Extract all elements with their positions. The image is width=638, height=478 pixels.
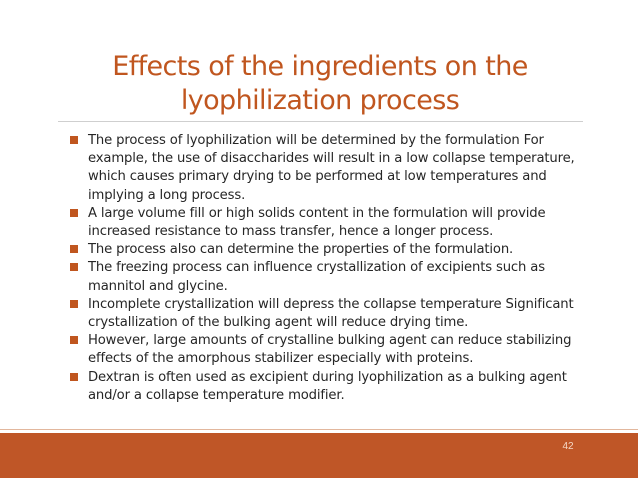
bullet-text: The freezing process can influence crystallization of excipients such as mannitol and glycine.	[88, 260, 545, 294]
page-number: 42	[562, 441, 574, 452]
bullet-text: A large volume fill or high solids content in the formulation will provide increased resistance to mass transfer, hence a longer process.	[88, 205, 546, 240]
bullet-text: The process of lyophilization will be determined by the formulation For example, the use of disaccharides will result in a low collapse temperature, which causes primary drying to be performed at low temperatures and implying a long process.	[88, 133, 575, 203]
bullet-text: Incomplete crystallization will depress the collapse temperature Significant crystallization of the bulking agent will reduce drying time.	[88, 296, 574, 331]
slide-title: Effects of the ingredients on the lyophilization process	[112, 51, 528, 116]
square-bullet-icon	[70, 263, 78, 271]
bullet-item	[70, 205, 600, 241]
bullet-item	[70, 259, 600, 295]
square-bullet-icon	[70, 300, 78, 308]
footer-rule	[0, 429, 638, 430]
bullet-text: Dextran is often used as excipient during lyophilization as a bulking agent and/or a collapse temperature modifier.	[88, 369, 567, 403]
square-bullet-icon	[70, 209, 78, 217]
bullet-item	[70, 132, 600, 205]
bullet-text: However, large amounts of crystalline bulking agent can reduce stabilizing effects of the amorphous stabilizer especially with proteins.	[88, 333, 572, 367]
square-bullet-icon	[70, 245, 78, 253]
bullet-list	[70, 132, 600, 405]
square-bullet-icon	[70, 373, 78, 381]
bullet-item	[70, 296, 600, 332]
title-divider	[58, 121, 583, 122]
bullet-text: The process also can determine the properties of the formulation.	[88, 242, 514, 258]
square-bullet-icon	[70, 336, 78, 344]
square-bullet-icon	[70, 136, 78, 144]
bullet-item	[70, 369, 600, 405]
bullet-item	[70, 241, 600, 259]
footer-bar	[0, 433, 638, 478]
bullet-item	[70, 332, 600, 368]
